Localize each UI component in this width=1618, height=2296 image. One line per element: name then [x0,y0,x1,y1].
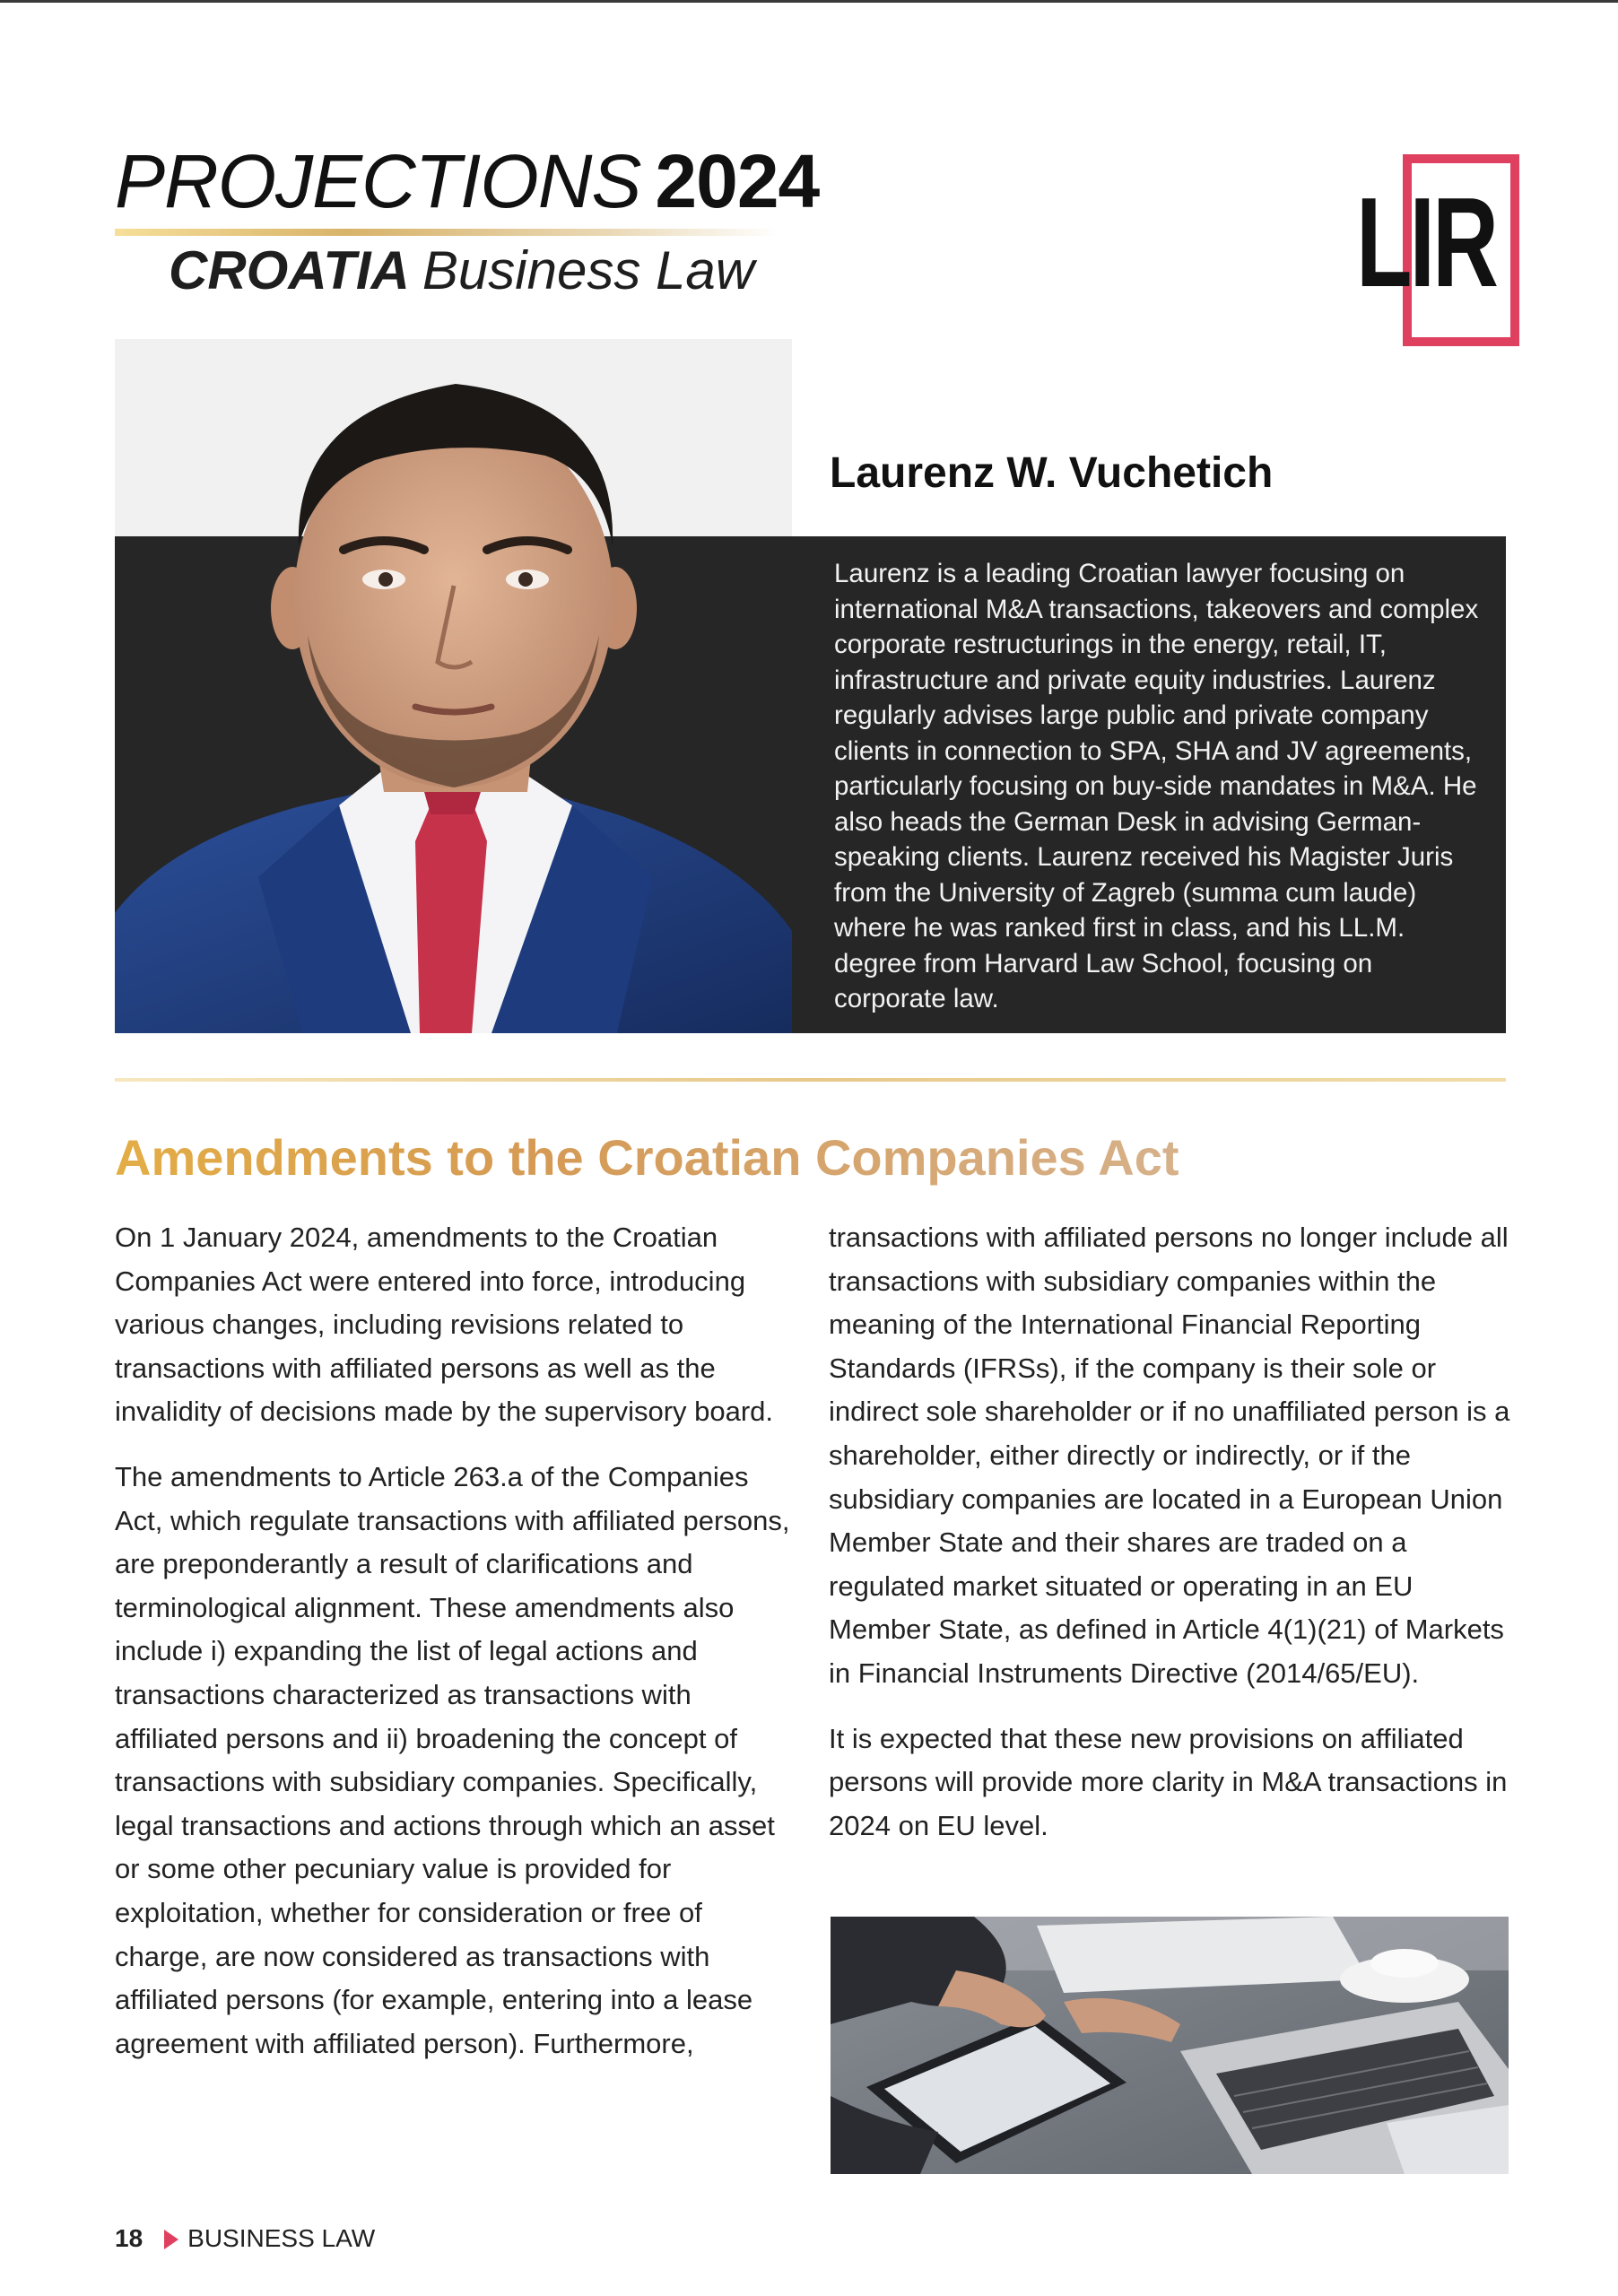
heading-underline [115,229,779,236]
page-footer [115,2224,375,2253]
article-column-left [115,1216,796,2066]
lir-logo [1356,152,1519,344]
article-paragraph: The amendments to Article 263.a of the Companies Act, which regulate transactions with affiliated persons, are preponderantly a result of clarifications and terminological alignment. These amendments also include i) expanding the list of legal actions and transactions characterized as transactions with affiliated persons and ii) broadening the concept of transactions with subsidiary companies. Specifically, legal transactions and actions through which an asset or some other pecuniary value is provided for exploitation, whether for consideration or free of charge, are now considered as transactions with affiliated persons (for example, entering into a lease agreement with affiliated person). Furthermore, [115,1460,790,2059]
article-column-right [829,1216,1519,1848]
subheading [169,240,755,300]
projections-heading [115,139,820,223]
profile-name: Laurenz W. Vuchetich [830,449,1274,497]
footer-section-label: BUSINESS LAW [187,2224,376,2252]
projections-year: 2024 [655,139,820,223]
laptop-photo [831,1917,1509,2174]
section-divider [115,1078,1506,1082]
article-paragraph: transactions with affiliated persons no longer include all transactions with subsidiary companies within the meaning of the International Financial Reporting Standards (IFRSs), if the company is their sole or indirect sole shareholder or if no unaffiliated person is a shareholder, either directly or indirectly, or if the subsidiary companies are located in a European Union Member State and their shares are traded on a regulated market situated or operating in an EU Member State, as defined in Article 4(1)(21) of Markets in Financial Instruments Directive (2014/65/EU). [829,1222,1510,1689]
page-number: 18 [115,2224,144,2252]
profile-bio: Laurenz is a leading Croatian lawyer focusing on international M&A transactions, takeovers and complex corporate restructurings in the energy, retail, IT, infrastructure and private equity industries. Laurenz regularly advises large public and private company clients in connection to SPA, SHA and JV agreements, particularly focusing on buy-side mandates in M&A. He also heads the German Desk in advising German-speaking clients. Laurenz received his Magister Juris from the University of Zagreb (summa cum laude) where he was ranked first in class, and his LL.M. degree from Harvard Law School, focusing on corporate law. [834,559,1479,1013]
top-rule [0,0,1618,3]
article-title: Amendments to the Croatian Companies Act [115,1129,1179,1186]
logo-text: LIR [1356,171,1497,314]
triangle-icon [164,2230,178,2249]
topic-label: Business Law [422,240,755,300]
projections-word: PROJECTIONS [115,139,641,223]
portrait-photo [115,339,792,1033]
country-label: CROATIA [169,240,410,300]
portrait-illustration [115,339,792,1033]
article-paragraph: It is expected that these new provisions on affiliated persons will provide more clarity in M&A transactions in 2024 on EU level. [829,1722,1508,1841]
laptop-illustration [831,1917,1509,2174]
article-paragraph: On 1 January 2024, amendments to the Croatian Companies Act were entered into force, introducing various changes, including revisions related to transactions with affiliated persons as well as the invalidity of decisions made by the supervisory board. [115,1222,774,1428]
